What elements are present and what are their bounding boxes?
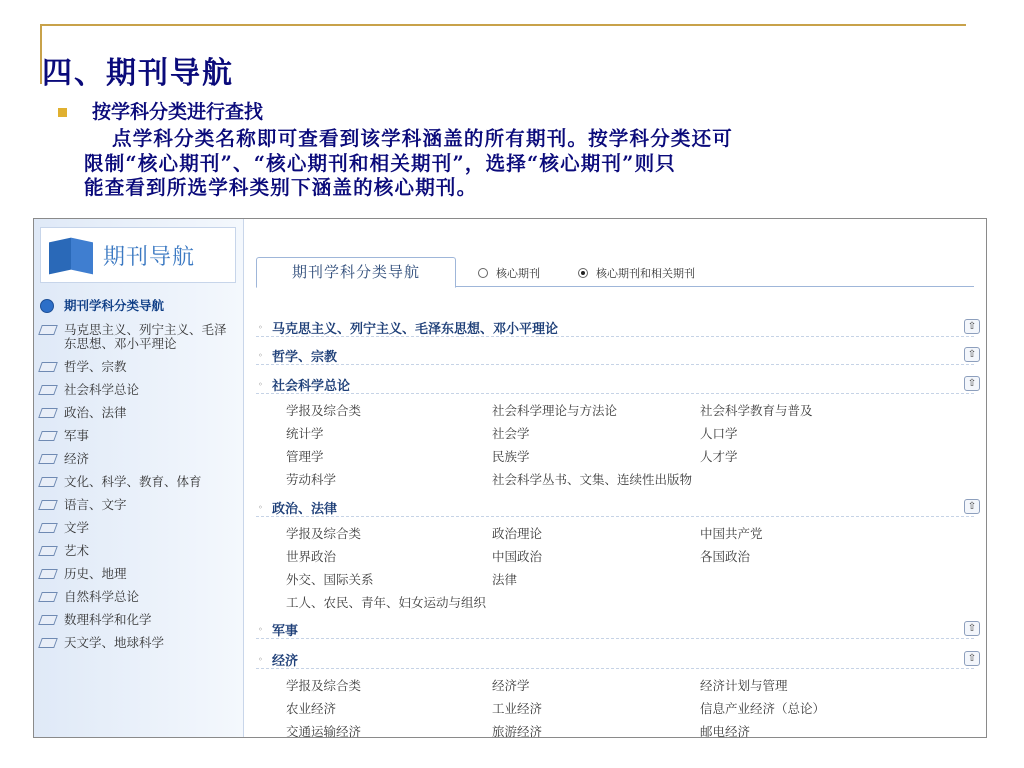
sidebar-item-marxism[interactable] [38,323,238,351]
category-name[interactable]: 军事 [272,624,299,639]
radio-circle-icon [478,268,488,278]
sidebar-item-label: 马克思主义、列宁主义、毛泽东思想、邓小平理论 [64,322,227,351]
bullet-icon: ◦ [258,323,263,332]
book-open-icon [38,475,58,487]
subject-link[interactable]: 各国政治 [700,549,751,564]
sidebar-item-culture[interactable] [38,475,238,489]
sidebar-list [38,299,238,659]
radio-label: 核心期刊和相关期刊 [596,267,695,280]
book-open-icon [38,429,58,441]
book-open-icon [38,636,58,648]
subject-link[interactable]: 政治理论 [492,526,543,541]
book-open-icon [38,360,58,372]
book-open-icon [38,613,58,625]
paragraph-end: 。 [456,176,478,199]
sidebar-item-astronomy[interactable] [38,636,238,650]
sidebar-item-label: 社会科学总论 [64,382,140,397]
subject-link[interactable]: 经济学 [492,678,530,693]
category-marxism[interactable] [256,317,977,337]
subject-link[interactable]: 经济计划与管理 [700,678,788,693]
subject-link[interactable]: 劳动科学 [286,472,337,487]
sidebar-item-literature[interactable] [38,521,238,535]
sidebar-item-economics[interactable] [38,452,238,466]
sidebar-item-label: 天文学、地球科学 [64,635,165,650]
book-open-icon [38,590,58,602]
sidebar-item-label: 哲学、宗教 [64,359,127,374]
sidebar-item-label: 政治、法律 [64,405,127,420]
book-open-icon [38,544,58,556]
collapse-icon[interactable]: ⇧ [964,347,980,362]
sidebar-item-label: 自然科学总论 [64,589,140,604]
subject-link[interactable]: 外交、国际关系 [286,572,374,587]
sidebar-item-social-science[interactable] [38,383,238,397]
bullet-icon: ◦ [258,655,263,664]
category-economics[interactable] [256,649,977,669]
book-open-icon [38,406,58,418]
subject-link[interactable]: 社会学 [492,426,530,441]
book-open-icon [38,383,58,395]
subject-link[interactable]: 学报及综合类 [286,526,362,541]
subject-link[interactable]: 邮电经济 [700,724,751,738]
subject-link[interactable]: 旅游经济 [492,724,543,738]
book-open-icon [38,498,58,510]
journal-nav-sidebar [34,219,244,738]
subject-link[interactable]: 工人、农民、青年、妇女运动与组织 [286,595,487,610]
sidebar-item-philosophy[interactable] [38,360,238,374]
subject-link[interactable]: 学报及综合类 [286,403,362,418]
sidebar-item-language[interactable] [38,498,238,512]
sidebar-header [40,227,236,283]
subject-link[interactable]: 人口学 [700,426,738,441]
paragraph-line-3: 能查看到所选学科类别下涵盖的核心期刊 [84,176,457,199]
subject-link[interactable]: 管理学 [286,449,324,464]
sidebar-item-label: 军事 [64,428,90,443]
globe-icon [38,299,58,311]
subject-link[interactable]: 中国政治 [492,549,543,564]
book-open-icon [38,452,58,464]
tab-bar [256,257,974,287]
subject-link[interactable]: 农业经济 [286,701,337,716]
sidebar-item-label: 数理科学和化学 [64,612,152,627]
category-military[interactable] [256,619,977,639]
category-name[interactable]: 政治、法律 [272,502,338,517]
category-name[interactable]: 马克思主义、列宁主义、毛泽东思想、邓小平理论 [272,322,559,337]
subject-link[interactable]: 世界政治 [286,549,337,564]
radio-core-related-journals[interactable] [578,265,695,281]
sidebar-item-arts[interactable] [38,544,238,558]
book-icon [49,238,93,274]
radio-core-journals[interactable] [478,265,540,281]
sidebar-item-military[interactable] [38,429,238,443]
subject-link[interactable]: 社会科学教育与普及 [700,403,813,418]
sidebar-item-label: 文学 [64,520,90,535]
subject-link[interactable]: 社会科学理论与方法论 [492,403,618,418]
sidebar-item-label: 经济 [64,451,90,466]
category-name[interactable]: 社会科学总论 [272,379,351,394]
subject-link[interactable]: 人才学 [700,449,738,464]
category-philosophy[interactable] [256,345,977,365]
subject-link[interactable]: 学报及综合类 [286,678,362,693]
subject-link[interactable]: 信息产业经济（总论） [700,701,826,716]
bullet-square-icon [58,108,67,117]
sidebar-item-math-chem[interactable] [38,613,238,627]
radio-label: 核心期刊 [496,267,540,280]
paragraph-line-1: 点学科分类名称即可查看到该学科涵盖的所有期刊。按学科分类还可 [112,127,734,150]
slide-title: 四、期刊导航 [42,56,234,91]
collapse-icon[interactable]: ⇧ [964,651,980,666]
sidebar-title: 期刊导航 [103,245,196,270]
sidebar-item-history-geo[interactable] [38,567,238,581]
sidebar-item-subject-nav[interactable] [38,299,238,313]
bullet-heading: 按学科分类进行查找 [92,101,264,123]
subject-link[interactable]: 社会科学丛书、文集、连续性出版物 [492,472,693,487]
subject-link[interactable]: 统计学 [286,426,324,441]
subject-link[interactable]: 工业经济 [492,701,543,716]
book-open-icon [38,567,58,579]
bullet-icon: ◦ [258,503,263,512]
sidebar-item-label: 语言、文字 [64,497,127,512]
book-open-icon [38,323,58,335]
collapse-icon[interactable]: ⇧ [964,621,980,636]
sidebar-item-label: 历史、地理 [64,566,127,581]
sidebar-item-label: 文化、科学、教育、体育 [64,474,202,489]
sidebar-item-label: 艺术 [64,543,90,558]
category-politics-law[interactable] [256,497,977,517]
slide-paragraph [84,127,954,201]
bullet-icon: ◦ [258,380,263,389]
tab-subject-nav[interactable]: 期刊学科分类导航 [256,257,456,288]
sidebar-item-label: 期刊学科分类导航 [64,298,165,313]
subject-link[interactable]: 交通运输经济 [286,724,362,738]
embedded-screenshot [33,218,987,738]
slide-top-rule [40,24,966,26]
book-open-icon [38,521,58,533]
category-name[interactable]: 经济 [272,654,299,669]
collapse-icon[interactable]: ⇧ [964,319,980,334]
paragraph-line-2: 限制“核心期刊”、“核心期刊和相关期刊”，选择“核心期刊”则只 [84,151,676,175]
category-social-science[interactable] [256,374,977,394]
collapse-icon[interactable]: ⇧ [964,499,980,514]
bullet-icon: ◦ [258,625,263,634]
subject-link[interactable]: 法律 [492,572,518,587]
subject-link[interactable]: 中国共产党 [700,526,763,541]
sidebar-item-natural-science[interactable] [38,590,238,604]
subject-link[interactable]: 民族学 [492,449,530,464]
collapse-icon[interactable]: ⇧ [964,376,980,391]
radio-selected-icon [578,268,588,278]
bullet-icon: ◦ [258,351,263,360]
sidebar-item-politics-law[interactable] [38,406,238,420]
category-name[interactable]: 哲学、宗教 [272,350,338,365]
journal-main-panel [244,219,987,738]
